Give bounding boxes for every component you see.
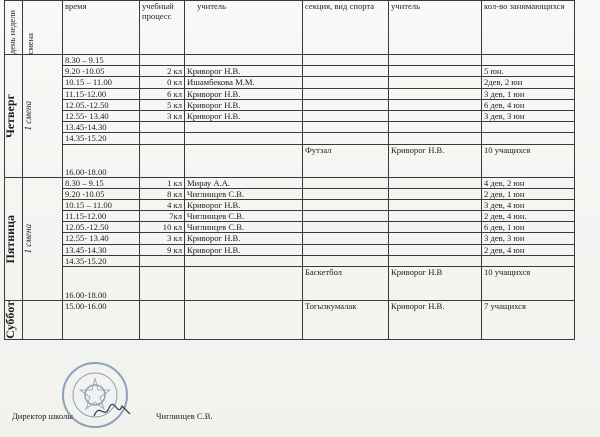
day-cell: Четверг (5, 55, 23, 178)
teacher2-cell (389, 233, 482, 244)
teacher-cell: Криворог Н.В. (185, 244, 303, 255)
count-cell: 7 учащихся (482, 301, 575, 340)
section-cell (303, 99, 389, 110)
count-cell (482, 255, 575, 266)
class-cell: 3 кл (140, 233, 185, 244)
count-cell: 2 дев, 4 юн. (482, 211, 575, 222)
section-cell (303, 222, 389, 233)
time-cell: 12.55- 13.40 (63, 110, 140, 121)
teacher2-cell (389, 122, 482, 133)
time-cell: 8.30 – 9.15 (63, 55, 140, 66)
schedule-row (5, 222, 575, 233)
teacher-cell (185, 122, 303, 133)
teacher-cell (185, 55, 303, 66)
time-cell: 12.05.-12.50 (63, 99, 140, 110)
section-cell (303, 188, 389, 199)
section-cell (303, 122, 389, 133)
section-cell (303, 88, 389, 99)
teacher-cell: Криворог Н.В. (185, 66, 303, 77)
schedule-row (5, 66, 575, 77)
count-cell: 5 юн. (482, 66, 575, 77)
time-cell: 11.15-12.00 (63, 211, 140, 222)
time-cell: 11.15-12.00 (63, 88, 140, 99)
section-row (5, 301, 575, 340)
header-section: секция, вид спорта (303, 1, 389, 55)
schedule-row (5, 55, 575, 66)
section-cell (303, 244, 389, 255)
schedule-row (5, 244, 575, 255)
header-day: день недели (5, 1, 23, 55)
footer-name: Чиглинцев С.В. (156, 411, 213, 421)
section-cell (303, 55, 389, 66)
header-time: время (63, 1, 140, 55)
teacher-cell (185, 144, 303, 177)
schedule-row (5, 188, 575, 199)
section-cell (303, 177, 389, 188)
time-cell: 15.00-16.00 (63, 301, 140, 340)
teacher2-cell (389, 188, 482, 199)
class-cell (140, 267, 185, 301)
count-cell: 10 учащихся (482, 267, 575, 301)
teacher2-cell (389, 177, 482, 188)
teacher-cell: Чиглинцев С.В. (185, 211, 303, 222)
teacher2-cell (389, 66, 482, 77)
count-cell: 6 дев, 1 юн (482, 222, 575, 233)
section-cell (303, 255, 389, 266)
time-cell: 8.30 – 9.15 (63, 177, 140, 188)
teacher2-cell (389, 88, 482, 99)
time-cell: 14.35-15.20 (63, 133, 140, 144)
shift-cell: 1 смена (23, 55, 63, 178)
section-cell: Футзал (303, 144, 389, 177)
count-cell: 6 дев, 4 юн (482, 99, 575, 110)
class-cell (140, 144, 185, 177)
class-cell: 8 кл (140, 188, 185, 199)
count-cell: 2дев, 2 юн (482, 77, 575, 88)
schedule-row (5, 133, 575, 144)
time-cell: 10.15 – 11.00 (63, 77, 140, 88)
section-row (5, 267, 575, 301)
count-cell: 3 дев, 1 юн (482, 88, 575, 99)
day-cell: Пятница (5, 177, 23, 301)
teacher2-cell (389, 55, 482, 66)
teacher-cell: Криворог Н.В. (185, 88, 303, 99)
teacher2-cell (389, 199, 482, 210)
section-cell (303, 133, 389, 144)
time-cell: 12.05.-12.50 (63, 222, 140, 233)
class-cell: 5 кл (140, 99, 185, 110)
header-teacher2: учитель (389, 1, 482, 55)
class-cell: 2 кл (140, 66, 185, 77)
time-cell: 14.35-15.20 (63, 255, 140, 266)
header-shift: смена (23, 1, 63, 55)
count-cell (482, 55, 575, 66)
class-cell (140, 301, 185, 340)
teacher-cell: Ишамбекова М.М. (185, 77, 303, 88)
teacher-cell: Криворог Н.В. (185, 233, 303, 244)
class-cell: 6 кл (140, 88, 185, 99)
schedule-row (5, 110, 575, 121)
class-cell (140, 255, 185, 266)
section-cell (303, 77, 389, 88)
schedule-row (5, 177, 575, 188)
header-process: учебный процесс (140, 1, 185, 55)
teacher2-cell (389, 99, 482, 110)
teacher2-cell (389, 244, 482, 255)
schedule-row (5, 255, 575, 266)
teacher2-cell (389, 110, 482, 121)
section-row (5, 144, 575, 177)
time-cell: 10.15 – 11.00 (63, 199, 140, 210)
time-cell: 16.00-18.00 (63, 144, 140, 177)
schedule-table (4, 0, 575, 340)
time-cell: 13.45-14.30 (63, 244, 140, 255)
header-teacher: учитель (185, 1, 303, 55)
count-cell: 3 дев, 3 юн (482, 110, 575, 121)
teacher-cell: Криворог Н.В. (185, 99, 303, 110)
count-cell (482, 133, 575, 144)
teacher-cell: Криворог Н.В. (185, 110, 303, 121)
footer-role: Директор школы (12, 411, 73, 421)
count-cell: 3 дев, 4 юн (482, 199, 575, 210)
count-cell: 10 учащихся (482, 144, 575, 177)
teacher2-cell (389, 222, 482, 233)
schedule-row (5, 99, 575, 110)
class-cell: 1 кл (140, 177, 185, 188)
teacher-cell (185, 301, 303, 340)
day-cell: Суббот (5, 301, 23, 340)
section-cell: Баскетбол (303, 267, 389, 301)
teacher2-cell: Криворог Н.В. (389, 301, 482, 340)
section-cell (303, 110, 389, 121)
time-cell: 13.45-14.30 (63, 122, 140, 133)
teacher2-cell (389, 211, 482, 222)
teacher-cell: Мирау А.А. (185, 177, 303, 188)
shift-cell (23, 301, 63, 340)
time-cell: 9.20 -10.05 (63, 66, 140, 77)
time-cell: 12.55- 13.40 (63, 233, 140, 244)
teacher-cell (185, 267, 303, 301)
time-cell: 9.20 -10.05 (63, 188, 140, 199)
section-cell (303, 199, 389, 210)
count-cell: 2 дев, 4 юн (482, 244, 575, 255)
schedule-row (5, 88, 575, 99)
schedule-row (5, 77, 575, 88)
class-cell (140, 133, 185, 144)
class-cell (140, 55, 185, 66)
teacher2-cell: Криворог Н.В. (389, 144, 482, 177)
section-cell (303, 233, 389, 244)
time-cell: 16.00-18.00 (63, 267, 140, 301)
schedule-row (5, 211, 575, 222)
shift-cell: 1 смена (23, 177, 63, 301)
teacher-cell: Криворог Н.В. (185, 199, 303, 210)
class-cell: 9 кл (140, 244, 185, 255)
teacher-cell (185, 133, 303, 144)
section-cell (303, 66, 389, 77)
section-cell (303, 211, 389, 222)
teacher2-cell (389, 133, 482, 144)
class-cell: 10 кл (140, 222, 185, 233)
class-cell: 7кл (140, 211, 185, 222)
teacher-cell (185, 255, 303, 266)
schedule-row (5, 233, 575, 244)
count-cell (482, 122, 575, 133)
header-row (5, 1, 575, 55)
schedule-row (5, 122, 575, 133)
count-cell: 3 дев, 3 юн (482, 233, 575, 244)
header-count: кол-во занимающихся (482, 1, 575, 55)
class-cell: 4 кл (140, 199, 185, 210)
section-cell: Тогызкумалак (303, 301, 389, 340)
teacher-cell: Чиглинцев С.В. (185, 188, 303, 199)
class-cell: 0 кл (140, 77, 185, 88)
class-cell (140, 122, 185, 133)
schedule-row (5, 199, 575, 210)
count-cell: 4 дев, 2 юн (482, 177, 575, 188)
count-cell: 2 дев, 1 юн (482, 188, 575, 199)
teacher2-cell (389, 255, 482, 266)
signature (92, 400, 132, 422)
teacher2-cell: Криворог Н.В (389, 267, 482, 301)
teacher2-cell (389, 77, 482, 88)
teacher-cell: Чиглинцев С.В. (185, 222, 303, 233)
class-cell: 3 кл (140, 110, 185, 121)
